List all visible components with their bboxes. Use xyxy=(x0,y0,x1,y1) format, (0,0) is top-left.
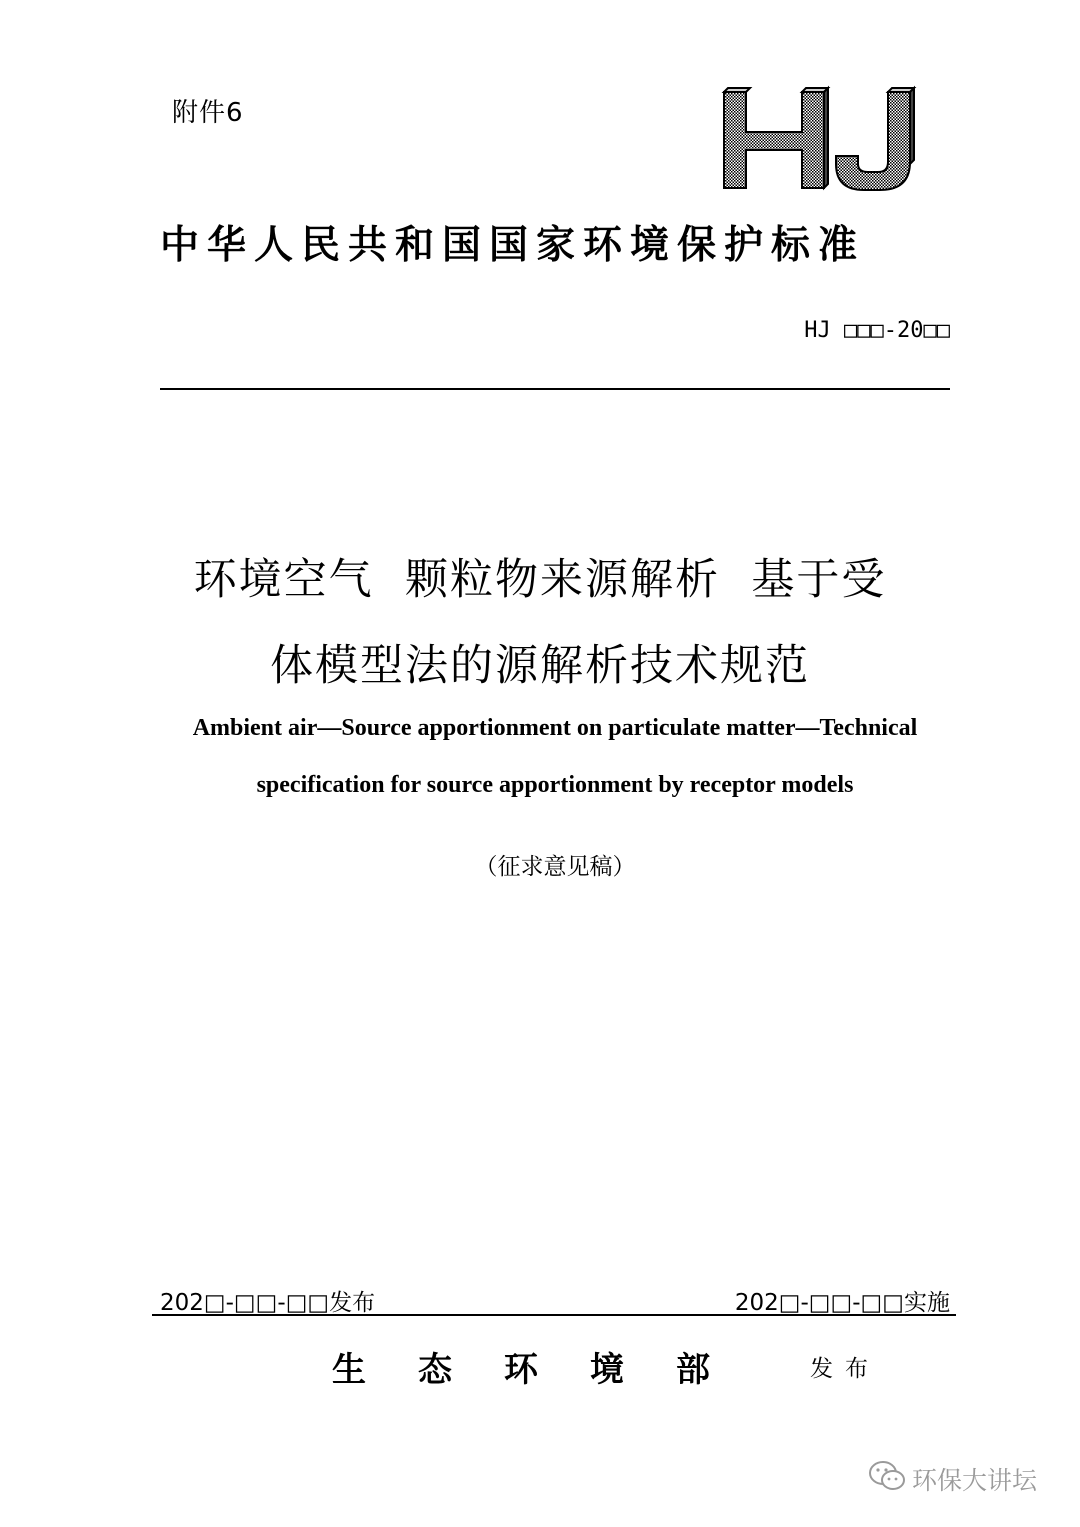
issuer-name: 生态环境部 xyxy=(332,1350,762,1390)
national-standard-title: 中华人民共和国国家环境保护标准 xyxy=(160,223,866,268)
chinese-title-line-1: 环境空气 颗粒物来源解析 基于受 xyxy=(193,555,887,605)
publish-date: 202□-□□-□□发布 xyxy=(160,1290,376,1316)
english-title-line-1: Ambient air—Source apportionment on particulate matter—Technical xyxy=(192,715,918,741)
standard-number: HJ □□□-20□□ xyxy=(804,318,950,343)
draft-status: （征求意见稿） xyxy=(474,854,636,880)
watermark xyxy=(868,1459,1037,1499)
attachment-label: 附件6 xyxy=(172,98,244,128)
hj-logo-graphic xyxy=(716,84,926,196)
top-divider xyxy=(160,388,950,390)
issue-label: 发布 xyxy=(810,1356,880,1382)
english-title-line-2: specification for source apportionment by receptor models xyxy=(256,772,854,798)
effective-date: 202□-□□-□□实施 xyxy=(734,1290,950,1316)
wechat-icon xyxy=(868,1459,906,1499)
watermark-text: 环保大讲坛 xyxy=(912,1466,1038,1495)
bottom-divider xyxy=(152,1314,956,1316)
chinese-title-line-2: 体模型法的源解析技术规范 xyxy=(270,641,810,691)
hj-logo xyxy=(716,84,926,196)
